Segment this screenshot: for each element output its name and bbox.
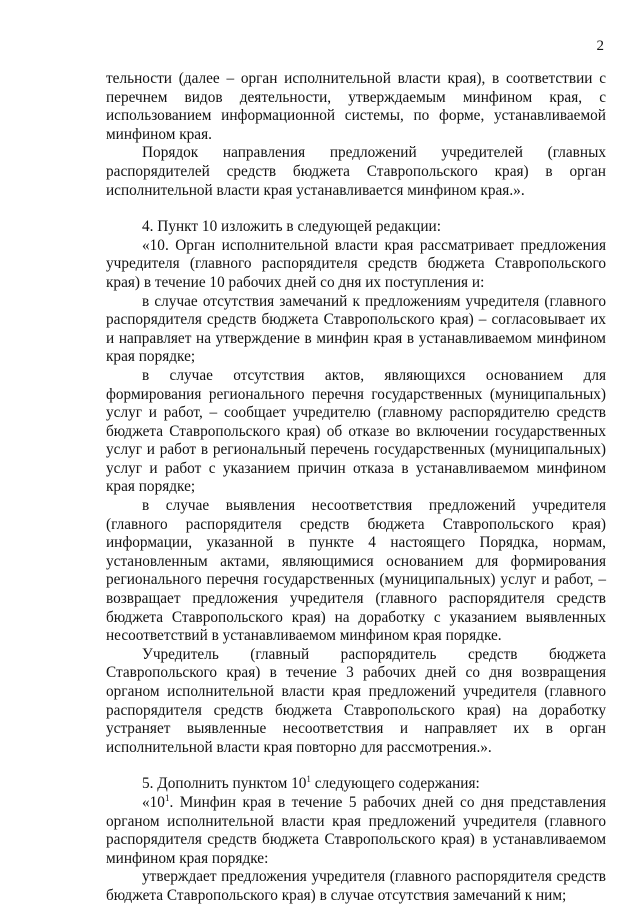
document-body: [106, 70, 606, 906]
page-number: 2: [596, 38, 604, 54]
paragraph-item-10-text: «10. Орган исполнительной власти края рассматривает предложения учредителя (главного распорядителя средств бюджета Ставропольского края) в течение 10 рабочих дней со дня их поступления и:: [106, 236, 606, 291]
item-10-1-superscript: 1: [164, 792, 170, 803]
paragraph-inconsistency: в случае выявления несоответствия предложений учредителя (главного распорядителя средств бюджета Ставропольского края) информации, указанной в пункте 4 настоящего Порядка, нормам, установленным актами, являющимися основанием для формирования регионального перечня государственных (муниципальных) услуг и работ, – возвращает предложения учредителя (главного распорядителя средств бюджета Ставропольского края) на доработку с указанием выявленных несоответствий в устанавливаемом минфином края порядке.: [106, 497, 606, 645]
paragraph-item-4-heading: 4. Пункт 10 изложить в следующей редакции:: [142, 218, 441, 236]
paragraph-no-remarks: в случае отсутствия замечаний к предложениям учредителя (главного распорядителя средств бюджета Ставропольского края) – согласовывает их и направляет на утверждение в минфин края в устанавливаемом минфином края порядке;: [106, 292, 606, 366]
paragraph-approves-proposals: утверждает предложения учредителя (главного распорядителя средств бюджета Ставропольского края) в случае отсутствия замечаний к ним;: [106, 868, 606, 904]
paragraph-item-5-heading: [106, 775, 606, 794]
item-5-superscript: 1: [306, 774, 311, 785]
paragraph-item-10-1-text: [106, 794, 606, 868]
paragraph-founder-revision: Учредитель (главный распорядитель средств бюджета Ставропольского края) в течение 3 рабочих дней со дня возвращения органом исполнительной власти края предложений учредителя (главного распорядителя средств бюджета Ставропольского края) на доработку устраняет выявленные несоответствия и направляет их в орган исполнительной власти края повторно для рассмотрения.».: [106, 645, 606, 756]
paragraph-continuation: тельности (далее – орган исполнительной власти края), в соответствии с перечнем видов деятельности, утверждаемым минфином края, с использованием информационной системы, по форме, устанавливаемой минфином края.: [106, 70, 606, 143]
paragraph-no-acts: в случае отсутствия актов, являющихся основанием для формирования регионального перечня государственных (муниципальных) услуг и работ, – сообщает учредителю (главному распорядителю средств бюджета Ставропольского края) об отказе во включении государственных услуг и работ в региональный перечень государственных (муниципальных) услуг и работ с указанием причин отказа в устанавливаемом минфином края порядке;: [106, 366, 606, 496]
item-5-text-before: 5. Дополнить пунктом 10: [142, 775, 307, 793]
item-10-1-text-after: . Минфин края в течение 5 рабочих дней со дня представления органом исполнительной власти края предложений учредителя (главного распорядителя средств бюджета Ставропольского края) в устанавливаемом минфином края порядке:: [106, 793, 606, 867]
paragraph-submission-procedure: Порядок направления предложений учредителей (главных распорядителей средств бюджета Ставропольского края) в орган исполнительной власти края устанавливается минфином края.».: [106, 144, 606, 199]
item-10-1-text-before: «10: [142, 793, 165, 811]
item-5-text-after: следующего содержания:: [310, 775, 480, 793]
